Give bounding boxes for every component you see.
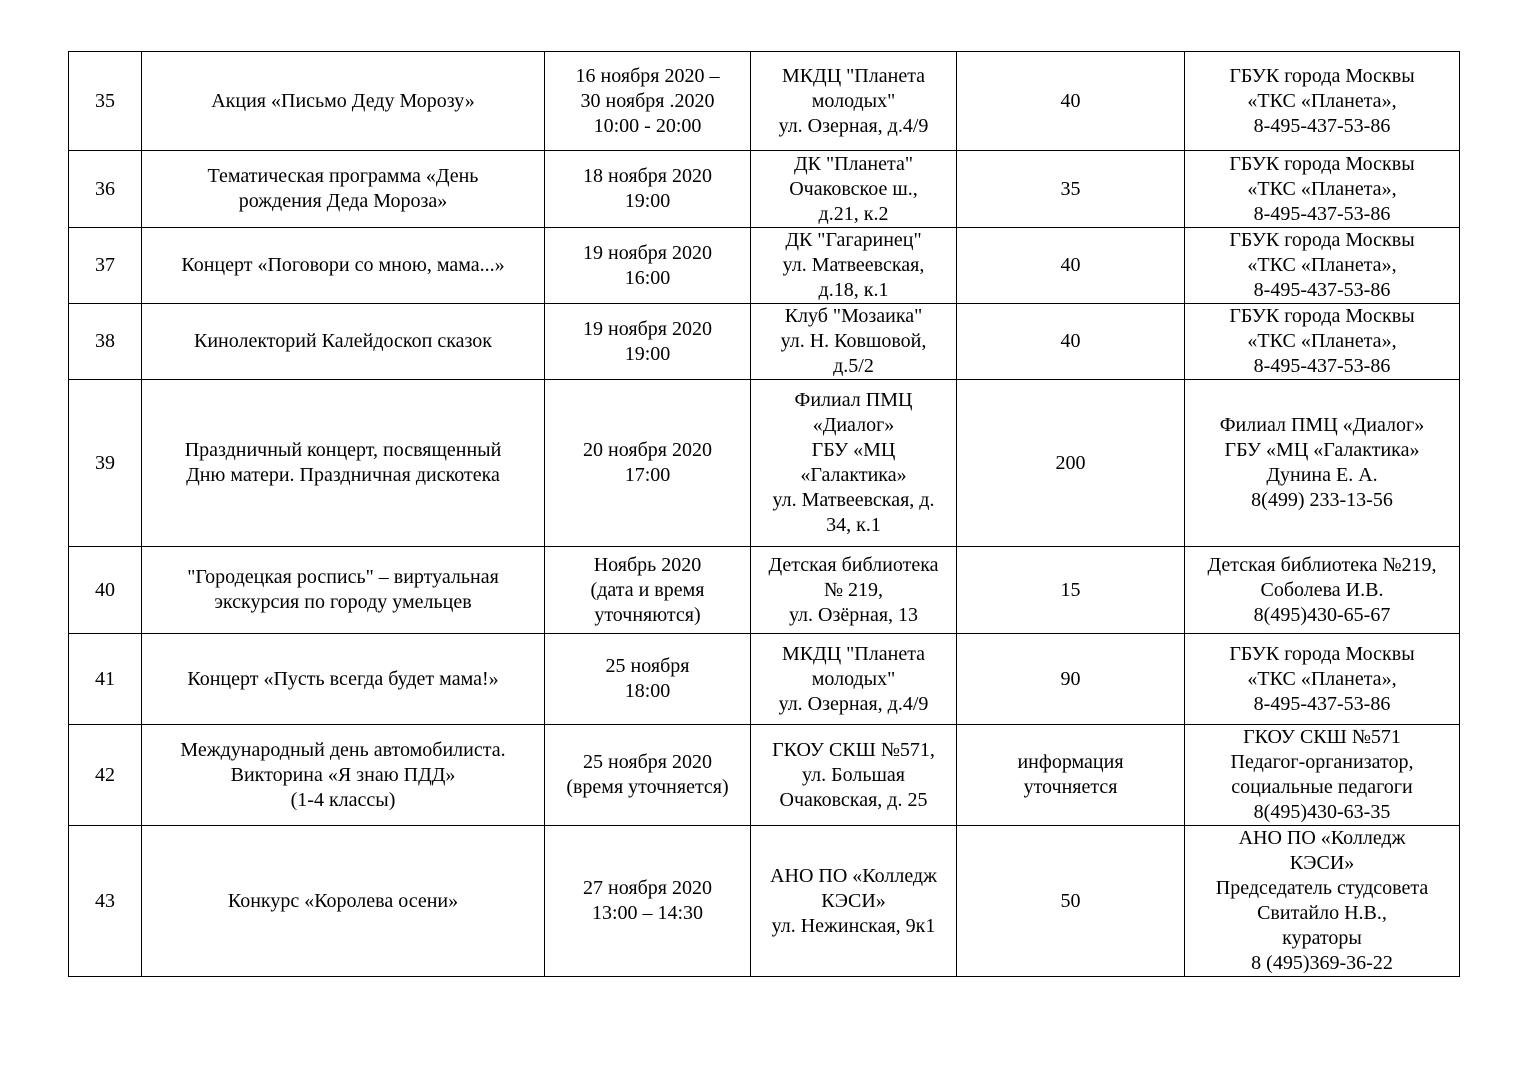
event-date-cell xyxy=(545,52,751,151)
event-organizer-cell xyxy=(1185,547,1460,634)
cell-line: ул. Н. Ковшовой, xyxy=(780,330,927,352)
cell-line: рождения Деда Мороза» xyxy=(238,190,448,212)
cell-line: 42 xyxy=(95,763,115,786)
cell-line: Праздничный концерт, посвященный xyxy=(184,439,502,461)
cell-line: ул. Озёрная, 13 xyxy=(788,603,919,626)
event-date-cell xyxy=(545,634,751,725)
event-organizer-cell xyxy=(1185,52,1460,151)
cell-line: 8-495-437-53-86 xyxy=(1253,114,1391,137)
cell-line: уточняется xyxy=(1023,776,1118,798)
cell-line: МКДЦ "Планета xyxy=(781,64,926,87)
event-place-cell xyxy=(751,380,957,547)
cell-line: 25 ноября 2020 xyxy=(583,751,712,773)
cell-line: «Галактика» xyxy=(800,464,907,486)
cell-line: 27 ноября 2020 xyxy=(583,877,712,899)
cell-line: Председатель студсовета xyxy=(1215,877,1429,899)
event-place-cell xyxy=(751,547,957,634)
event-place-cell xyxy=(751,52,957,151)
cell-line: информация xyxy=(1017,751,1124,773)
cell-line: «ТКС «Планета», xyxy=(1247,89,1397,112)
document-page xyxy=(68,51,1459,977)
cell-line: (время уточняется) xyxy=(566,776,729,798)
cell-line: ГБУ «МЦ xyxy=(811,439,896,461)
cell-line: Ноябрь 2020 xyxy=(593,553,702,576)
cell-line: 36 xyxy=(95,177,115,200)
cell-line: молодых" xyxy=(811,667,896,690)
cell-line: 200 xyxy=(1055,451,1086,474)
event-place-cell xyxy=(751,304,957,380)
event-participants-cell xyxy=(957,725,1185,826)
event-place-cell xyxy=(751,725,957,826)
cell-line: Клуб "Мозаика" xyxy=(784,305,923,327)
event-participants-cell xyxy=(957,826,1185,977)
cell-line: 41 xyxy=(95,667,115,690)
cell-line: 90 xyxy=(1060,667,1081,690)
cell-line: Свитайло Н.В., xyxy=(1257,902,1387,924)
cell-line: АНО ПО «Колледж xyxy=(770,864,937,887)
cell-line: 16:00 xyxy=(624,266,671,289)
table-row xyxy=(69,547,1460,634)
cell-line: ул. Озерная, д.4/9 xyxy=(778,692,929,715)
cell-line: Очаковское ш., xyxy=(789,177,918,200)
event-name-cell xyxy=(142,52,545,151)
event-number-cell xyxy=(69,228,142,304)
cell-line: КЭСИ» xyxy=(821,889,886,912)
cell-line: 35 xyxy=(1060,177,1081,200)
cell-line: 8 (495)369-36-22 xyxy=(1251,952,1393,974)
cell-line: Акция «Письмо Деду Морозу» xyxy=(211,89,475,112)
cell-line: 8-495-437-53-86 xyxy=(1253,279,1391,301)
cell-line: 40 xyxy=(95,578,115,601)
event-date-cell xyxy=(545,380,751,547)
cell-line: Концерт «Пусть всегда будет мама!» xyxy=(187,667,499,690)
cell-line: 20 ноября 2020 xyxy=(583,439,712,461)
cell-line: 8-495-437-53-86 xyxy=(1253,692,1391,715)
event-name-cell xyxy=(142,380,545,547)
cell-line: 35 xyxy=(95,89,115,112)
event-date-cell xyxy=(545,151,751,228)
cell-line: ГБУК города Москвы xyxy=(1229,305,1415,327)
event-name-cell xyxy=(142,634,545,725)
event-organizer-cell xyxy=(1185,634,1460,725)
event-number-cell xyxy=(69,151,142,228)
cell-line: Филиал ПМЦ «Диалог» xyxy=(1219,414,1425,436)
cell-line: ГБУ «МЦ «Галактика» xyxy=(1224,439,1420,461)
event-organizer-cell xyxy=(1185,826,1460,977)
event-number-cell xyxy=(69,52,142,151)
event-name-cell xyxy=(142,304,545,380)
cell-line: ГБУК города Москвы xyxy=(1229,152,1415,175)
cell-line: ГБУК города Москвы xyxy=(1229,64,1415,87)
cell-line: 34, к.1 xyxy=(826,514,881,536)
event-number-cell xyxy=(69,725,142,826)
cell-line: ДК "Планета" xyxy=(793,152,914,175)
cell-line: 19 ноября 2020 xyxy=(583,317,712,340)
cell-line: 8(499) 233-13-56 xyxy=(1251,489,1393,511)
cell-line: 8-495-437-53-86 xyxy=(1253,355,1391,377)
cell-line: 8(495)430-65-67 xyxy=(1253,603,1391,626)
cell-line: 40 xyxy=(1060,89,1081,112)
cell-line: социальные педагоги xyxy=(1231,776,1413,798)
cell-line: д.18, к.1 xyxy=(818,279,889,301)
cell-line: Международный день автомобилиста. xyxy=(180,738,506,761)
event-number-cell xyxy=(69,547,142,634)
cell-line: ул. Нежинская, 9к1 xyxy=(771,914,936,937)
table-row xyxy=(69,826,1460,977)
cell-line: Концерт «Поговори со мною, мама...» xyxy=(181,254,505,276)
cell-line: ул. Матвеевская, д. xyxy=(772,489,935,511)
cell-line: "Городецкая роспись" – виртуальная xyxy=(187,566,499,588)
event-place-cell xyxy=(751,634,957,725)
cell-line: молодых" xyxy=(811,89,896,112)
cell-line: Викторина «Я знаю ПДД» xyxy=(230,763,456,786)
event-participants-cell xyxy=(957,547,1185,634)
cell-line: Очаковская, д. 25 xyxy=(779,788,928,811)
table-row xyxy=(69,634,1460,725)
cell-line: (1-4 классы) xyxy=(290,788,396,811)
table-row xyxy=(69,52,1460,151)
cell-line: ул. Большая xyxy=(802,763,905,786)
cell-line: 16 ноября 2020 – xyxy=(575,64,720,87)
cell-line: кураторы xyxy=(1282,927,1362,949)
event-organizer-cell xyxy=(1185,725,1460,826)
cell-line: 18 ноября 2020 xyxy=(583,165,712,187)
table-row xyxy=(69,725,1460,826)
cell-line: 30 ноября .2020 xyxy=(580,89,715,112)
table-row xyxy=(69,380,1460,547)
cell-line: «ТКС «Планета», xyxy=(1247,177,1397,200)
event-name-cell xyxy=(142,228,545,304)
cell-line: Кинолекторий Калейдоскоп сказок xyxy=(194,330,492,352)
cell-line: 8(495)430-63-35 xyxy=(1253,801,1391,823)
cell-line: 40 xyxy=(1060,254,1081,276)
cell-line: 19:00 xyxy=(624,190,671,212)
cell-line: № 219, xyxy=(823,578,884,601)
table-row xyxy=(69,151,1460,228)
cell-line: ГКОУ СКШ №571 xyxy=(1243,726,1401,748)
cell-line: «ТКС «Планета», xyxy=(1247,254,1397,276)
event-participants-cell xyxy=(957,228,1185,304)
event-name-cell xyxy=(142,547,545,634)
cell-line: «ТКС «Планета», xyxy=(1247,667,1397,690)
cell-line: 19 ноября 2020 xyxy=(583,241,712,264)
event-place-cell xyxy=(751,826,957,977)
cell-line: ул. Озерная, д.4/9 xyxy=(778,114,929,137)
cell-line: 8-495-437-53-86 xyxy=(1253,202,1391,225)
event-number-cell xyxy=(69,380,142,547)
cell-line: 19:00 xyxy=(624,342,671,365)
event-place-cell xyxy=(751,228,957,304)
cell-line: ул. Матвеевская, xyxy=(782,254,925,276)
cell-line: Соболева И.В. xyxy=(1260,578,1384,601)
event-number-cell xyxy=(69,304,142,380)
cell-line: 40 xyxy=(1060,330,1081,352)
event-name-cell xyxy=(142,725,545,826)
table-row xyxy=(69,304,1460,380)
events-table-body xyxy=(69,52,1460,977)
cell-line: 39 xyxy=(95,451,115,474)
cell-line: ДК "Гагаринец" xyxy=(785,229,922,251)
cell-line: 25 ноября xyxy=(605,655,690,677)
event-participants-cell xyxy=(957,151,1185,228)
events-table xyxy=(68,51,1460,977)
event-name-cell xyxy=(142,151,545,228)
cell-line: 17:00 xyxy=(624,464,671,486)
cell-line: ГБУК города Москвы xyxy=(1229,642,1415,665)
table-row xyxy=(69,228,1460,304)
cell-line: КЭСИ» xyxy=(1289,852,1355,874)
event-organizer-cell xyxy=(1185,304,1460,380)
cell-line: 37 xyxy=(95,254,115,276)
cell-line: 38 xyxy=(95,330,115,352)
cell-line: (дата и время xyxy=(590,578,705,601)
event-name-cell xyxy=(142,826,545,977)
cell-line: Конкурс «Королева осени» xyxy=(227,889,459,912)
event-participants-cell xyxy=(957,52,1185,151)
cell-line: экскурсия по городу умельцев xyxy=(214,591,472,613)
event-place-cell xyxy=(751,151,957,228)
event-date-cell xyxy=(545,547,751,634)
cell-line: ГБУК города Москвы xyxy=(1229,229,1415,251)
event-participants-cell xyxy=(957,634,1185,725)
cell-line: «Диалог» xyxy=(812,414,895,436)
cell-line: АНО ПО «Колледж xyxy=(1238,827,1406,849)
cell-line: Детская библиотека xyxy=(768,553,939,576)
event-organizer-cell xyxy=(1185,380,1460,547)
cell-line: Педагог-организатор, xyxy=(1230,751,1414,773)
cell-line: Дунина Е. А. xyxy=(1266,464,1378,486)
event-participants-cell xyxy=(957,304,1185,380)
cell-line: 43 xyxy=(95,889,115,912)
event-date-cell xyxy=(545,826,751,977)
event-organizer-cell xyxy=(1185,151,1460,228)
cell-line: 15 xyxy=(1060,578,1081,601)
cell-line: ГКОУ СКШ №571, xyxy=(772,738,935,761)
cell-line: 50 xyxy=(1060,889,1081,912)
cell-line: МКДЦ "Планета xyxy=(781,642,926,665)
event-organizer-cell xyxy=(1185,228,1460,304)
event-date-cell xyxy=(545,228,751,304)
event-participants-cell xyxy=(957,380,1185,547)
cell-line: 10:00 - 20:00 xyxy=(593,114,702,137)
event-number-cell xyxy=(69,634,142,725)
cell-line: Дню матери. Праздничная дискотека xyxy=(186,464,500,486)
cell-line: 13:00 – 14:30 xyxy=(591,902,704,924)
event-date-cell xyxy=(545,725,751,826)
cell-line: Филиал ПМЦ xyxy=(794,389,913,411)
event-date-cell xyxy=(545,304,751,380)
event-number-cell xyxy=(69,826,142,977)
cell-line: д.5/2 xyxy=(833,355,874,377)
cell-line: Тематическая программа «День xyxy=(207,165,479,187)
cell-line: д.21, к.2 xyxy=(818,202,889,225)
cell-line: 18:00 xyxy=(624,680,671,702)
cell-line: уточняются) xyxy=(594,603,701,626)
cell-line: «ТКС «Планета», xyxy=(1247,330,1397,352)
cell-line: Детская библиотека №219, xyxy=(1207,553,1437,576)
